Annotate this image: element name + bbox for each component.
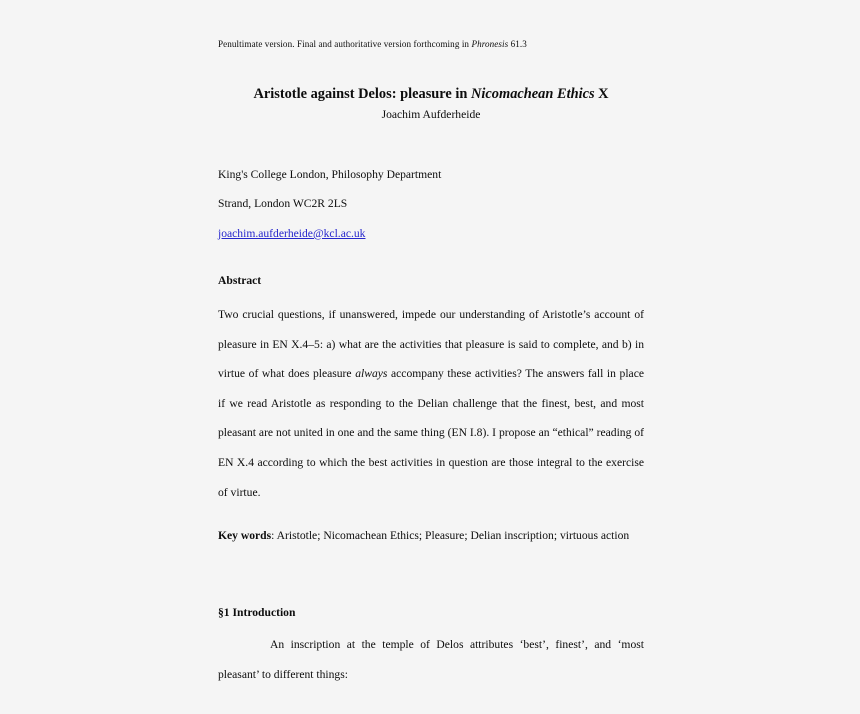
running-head-prefix: Penultimate version. Final and authoritative version forthcoming in bbox=[218, 39, 472, 49]
title-work-italic: Nicomachean Ethics bbox=[471, 85, 595, 102]
affiliation-address: Strand, London WC2R 2LS bbox=[218, 197, 348, 211]
running-head bbox=[218, 38, 658, 50]
abstract-text-part-one: Two crucial questions, if unanswered, impede our understanding of Aristotle’s account of pleasure in EN X.4–5: a) what are the activities that pleasure is said to complete, and b) in virtue of what does pleasure bbox=[218, 308, 644, 381]
affiliation-institution: King's College London, Philosophy Department bbox=[218, 168, 442, 181]
affiliation-block bbox=[218, 160, 644, 248]
keywords-block bbox=[218, 521, 644, 551]
keywords-separator: : bbox=[271, 529, 277, 542]
section-body-introduction: An inscription at the temple of Delos attributes ‘best’, finest’, and ‘most pleasant’ to different things: bbox=[218, 638, 644, 681]
keywords-list: Aristotle; Nicomachean Ethics; Pleasure; Delian inscription; virtuous action bbox=[276, 529, 630, 542]
page-title bbox=[218, 85, 644, 103]
email-link[interactable]: joachim.aufderheide@kcl.ac.uk bbox=[218, 226, 366, 240]
section-heading-introduction: §1 Introduction bbox=[218, 606, 296, 619]
journal-name: Phronesis bbox=[471, 39, 509, 49]
abstract-body bbox=[218, 300, 644, 507]
abstract-italic-word: always bbox=[355, 367, 388, 381]
title-part-two: X bbox=[594, 85, 609, 102]
abstract-text-part-two: accompany these activities? The answers fall in place if we read Aristotle as responding to the Delian challenge that the finest, best, and most pleasant are not united in one and the same thing (EN I.8). I propose an “ethical” reading of EN X.4 according to which the best activities in question are those integral to the exercise of virtue. bbox=[218, 367, 644, 499]
affiliation-email-line bbox=[218, 219, 644, 248]
title-part-one: Aristotle against Delos: pleasure in bbox=[253, 85, 472, 102]
running-head-suffix: 61.3 bbox=[508, 39, 527, 49]
keywords-label: Key words bbox=[218, 529, 272, 542]
abstract-heading: Abstract bbox=[218, 274, 262, 287]
author-name: Joachim Aufderheide bbox=[381, 108, 481, 121]
